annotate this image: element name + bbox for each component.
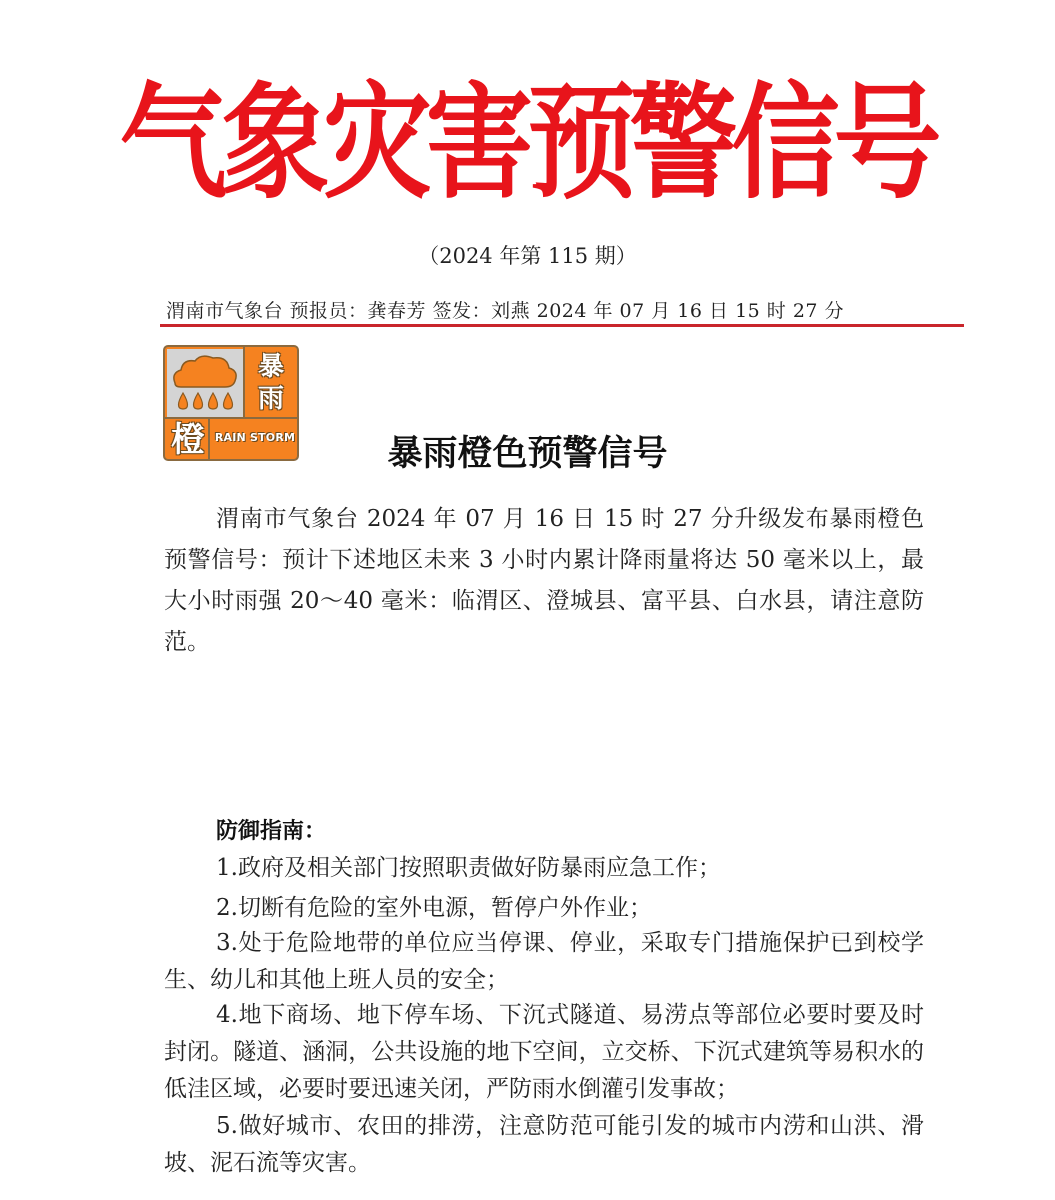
signal-char-yu: 雨: [257, 384, 284, 414]
signal-english-label: RAIN STORM: [214, 431, 296, 444]
signal-level-char: 橙: [171, 420, 205, 460]
guide-title: 防御指南：: [216, 819, 327, 844]
cloud-rain-icon: [169, 353, 241, 415]
document-masthead-title: 气象灾害预警信号: [119, 72, 936, 217]
guide-item-2: 2.切断有危险的室外电源，暂停户外作业；: [216, 895, 652, 921]
guide-item-4: 4.地下商场、地下停车场、下沉式隧道、易涝点等部位必要时要及时封闭。隧道、涵洞，公共设施的地下空间，立交桥、下沉式建筑等易积水的低洼区域，必要时要迅速关闭，严防雨水倒灌引发事故；: [164, 1002, 924, 1102]
guide-item-1: 1.政府及相关部门按照职责做好防暴雨应急工作；: [216, 855, 721, 881]
header-divider: [160, 324, 964, 327]
signal-title: 暴雨橙色预警信号: [387, 434, 668, 474]
guide-item-3: 3.处于危险地带的单位应当停课、停业，采取专门措施保护已到校学生、幼儿和其他上班人员的安全；: [164, 930, 924, 993]
guide-item-5: 5.做好城市、农田的排涝，注意防范可能引发的城市内涝和山洪、滑坡、泥石流等灾害。: [164, 1113, 924, 1176]
warning-body: 渭南市气象台 2024 年 07 月 16 日 15 时 27 分升级发布暴雨橙色预警信号：预计下述地区未来 3 小时内累计降雨量将达 50 毫米以上，最大小时雨强 20～40 毫米：临渭区、澄城县、富平县、白水县，请注意防范。: [164, 506, 924, 655]
issuer-meta-line: 渭南市气象台 预报员：龚春芳 签发：刘燕 2024 年 07 月 16 日 15 时 27 分: [166, 300, 845, 322]
issue-number: （2024 年第 115 期）: [418, 244, 637, 268]
signal-char-bao: 暴: [257, 352, 284, 382]
